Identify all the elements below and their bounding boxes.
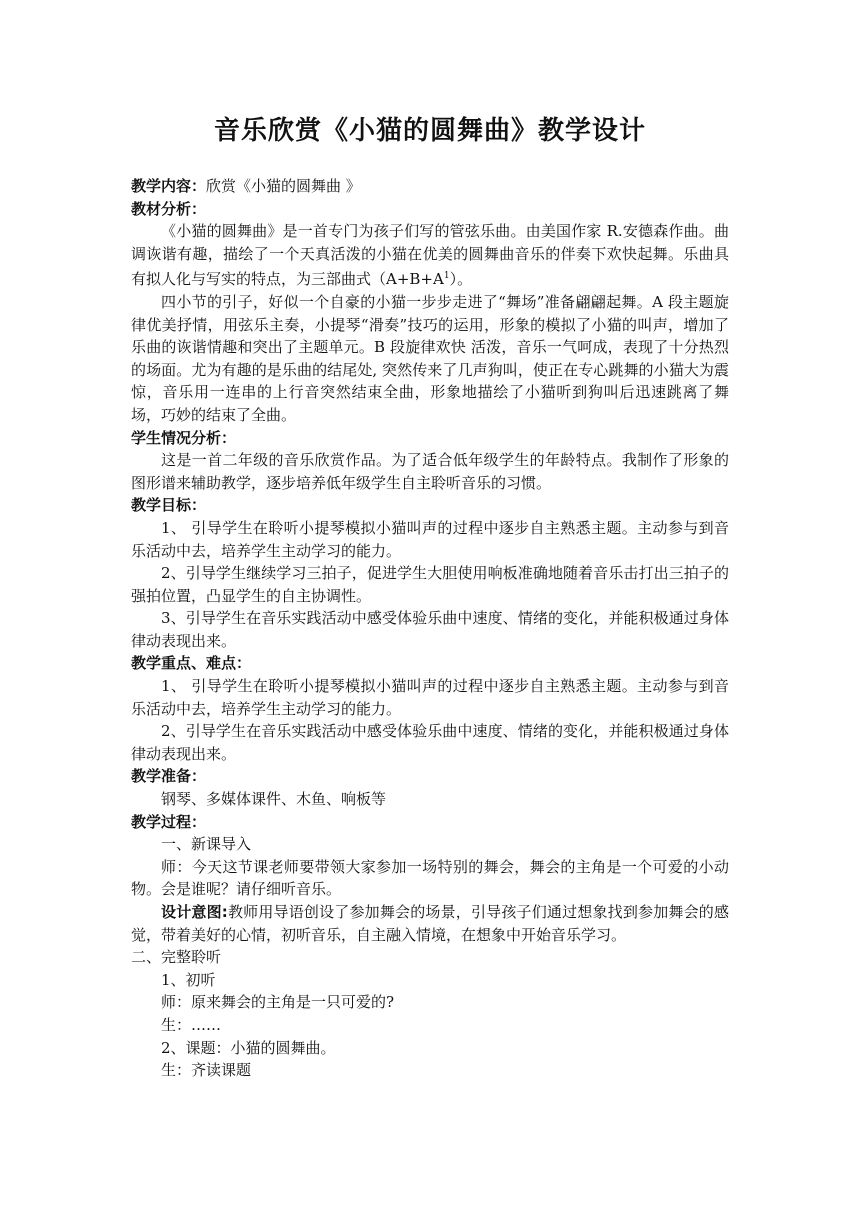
document-body [131, 175, 729, 1082]
substep-2: 2、课题：小猫的圆舞曲。 [161, 1038, 336, 1057]
content-row [131, 175, 729, 198]
preparation-heading: 教学准备： [131, 767, 207, 786]
teacher-line-1: 师：今天这节课老师要带领大家参加一场特别的舞会，舞会的主角是一个可爱的小动物。会是谁呢？请仔细听音乐。 [131, 857, 729, 899]
analysis-heading: 教材分析： [131, 199, 207, 218]
student-analysis-paragraph: 这是一首二年级的音乐欣赏作品。为了适合低年级学生的年龄特点。我制作了形象的图形谱来辅助教学，逐步培养低年级学生自主聆听音乐的习惯。 [131, 451, 729, 492]
design-intent-label: 设计意图: [161, 903, 228, 921]
content-label: 教学内容： [131, 177, 207, 195]
content-value: 欣赏《小猫的圆舞曲 》 [206, 177, 361, 195]
teacher-line-2: 师：原来舞会的主角是一只可爱的? [161, 993, 395, 1012]
process-heading: 教学过程： [131, 812, 207, 831]
substep-1: 1、初听 [161, 970, 216, 989]
design-intent-paragraph [131, 901, 729, 946]
step-2-heading: 二、完整聆听 [131, 948, 222, 967]
student-line-2: 生：齐读课题 [161, 1061, 252, 1080]
student-analysis-heading: 学生情况分析： [131, 428, 237, 447]
goal-item-1: 1、 引导学生在聆听小提琴模拟小猫叫声的过程中逐步自主熟悉主题。主动参与到音乐活动中去，培养学生主动学习的能力。 [131, 518, 729, 560]
analysis-text-end: ）。 [449, 270, 473, 289]
preparation-value: 钢琴、多媒体课件、木鱼、响板等 [161, 790, 387, 809]
step-1-heading: 一、新课导入 [161, 835, 252, 854]
key-point-2: 2、引导学生在音乐实践活动中感受体验乐曲中速度、情绪的变化，并能积极通过身体律动表现出来。 [131, 722, 729, 763]
analysis-paragraph-1 [131, 220, 729, 291]
goal-item-3: 3、引导学生在音乐实践活动中感受体验乐曲中速度、情绪的变化，并能积极通过身体律动表现出来。 [131, 609, 729, 650]
key-point-1: 1、 引导学生在聆听小提琴模拟小猫叫声的过程中逐步自主熟悉主题。主动参与到音乐活动中去，培养学生主动学习的能力。 [131, 677, 729, 718]
analysis-paragraph-2: 四小节的引子，好似一个自豪的小猫一步步走进了“舞场”准备翩翩起舞。A 段主题旋律优美抒情，用弦乐主奏，小提琴“滑奏”技巧的运用，形象的模拟了小猫的叫声，增加了乐曲的诙谐情趣和突出了主题单元。B 段旋律欢快 活泼，音乐一气呵成，表现了十分热烈的场面。尤为有趣的是乐曲的结尾处, 突然传来了几声狗叫，使正在专心跳舞的小猫大为震惊，音乐用一连串的上行音突然结束全曲，形象地描绘了小猫听到狗叫后迅速跳离了舞场，巧妙的结束了全曲。 [131, 292, 729, 424]
analysis-superscript: 1 [443, 271, 450, 282]
design-intent-text: 教师用导语创设了参加舞会的场景，引导孩子们通过想象找到参加舞会的感觉，带着美好的心情，初听音乐，自主融入情境，在想象中开始音乐学习。 [131, 903, 729, 944]
document-title: 音乐欣赏《小猫的圆舞曲》教学设计 [213, 116, 646, 146]
analysis-text: 《小猫的圆舞曲》是一首专门为孩子们写的管弦乐曲。由美国作家 R.安德森作曲。曲调诙谐有趣，描绘了一个天真活泼的小猫在优美的圆舞曲音乐的伴奏下欢快起舞。乐曲具有拟人化与写实的特点，为三部曲式（A+B+A [131, 222, 729, 289]
goals-heading: 教学目标： [131, 496, 207, 515]
student-line-1: 生：…… [161, 1015, 222, 1034]
key-points-heading: 教学重点、难点： [131, 654, 252, 673]
goal-item-2: 2、引导学生继续学习三拍子，促进学生大胆使用响板准确地随着音乐击打出三拍子的强拍位置，凸显学生的自主协调性。 [131, 564, 729, 605]
